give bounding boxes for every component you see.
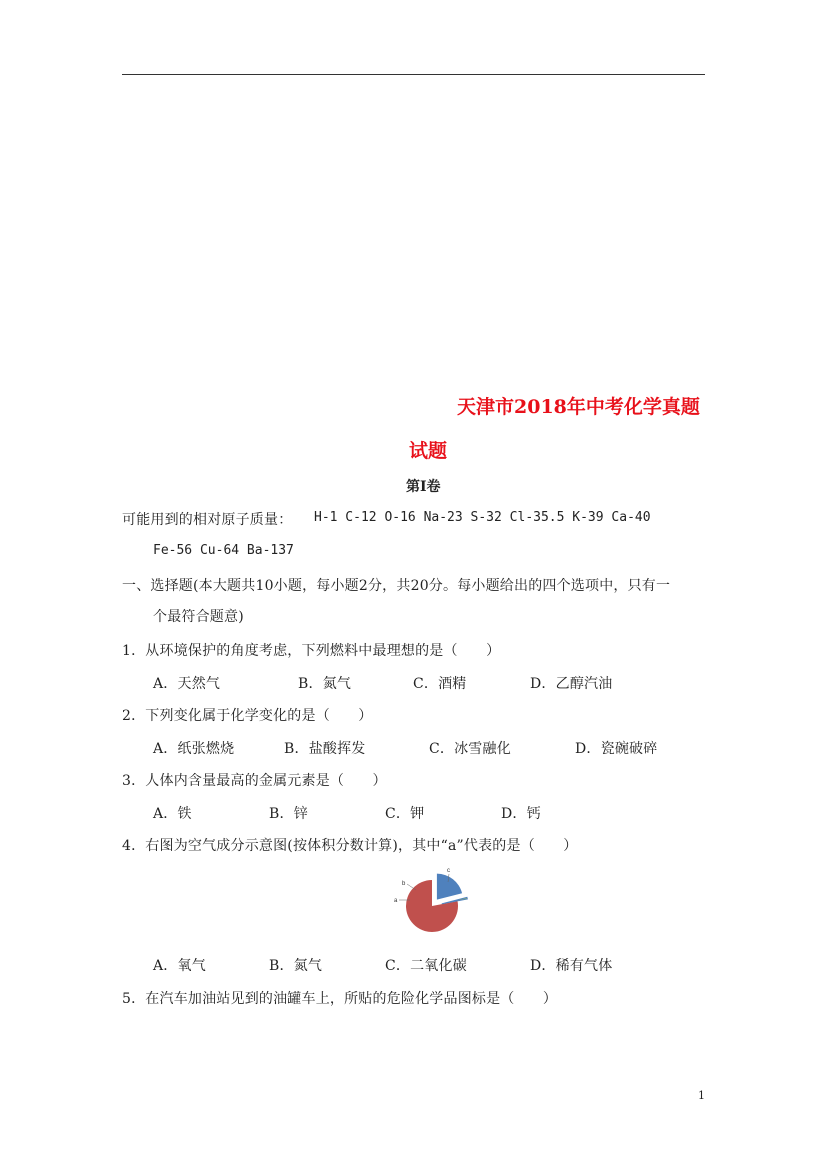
question-3-stem: 3．人体内含量最高的金属元素是（ ） [122, 773, 387, 789]
title-line-2: 试题 [409, 440, 448, 462]
question-3-option-a: A．铁 [153, 806, 192, 822]
question-4-option-d: D．稀有气体 [530, 958, 613, 974]
air-composition-pie-chart [380, 860, 480, 944]
question-4-option-a: A．氧气 [153, 958, 206, 974]
pie-slice-b [437, 874, 462, 900]
question-3-option-d: D．钙 [501, 806, 541, 822]
page-number: 1 [698, 1089, 705, 1102]
question-4-stem: 4．右图为空气成分示意图(按体积分数计算)，其中“a”代表的是（ ） [122, 838, 578, 854]
question-5-stem: 5．在汽车加油站见到的油罐车上，所贴的危险化学品图标是（ ） [122, 991, 558, 1007]
question-2-stem: 2．下列变化属于化学变化的是（ ） [122, 708, 373, 724]
atomic-mass-line-1: H-1 C-12 O-16 Na-23 S-32 Cl-35.5 K-39 Ca-40 [314, 510, 651, 525]
atomic-mass-line-2: Fe-56 Cu-64 Ba-137 [153, 543, 294, 558]
question-2-option-c: C．冰雪融化 [429, 741, 511, 757]
question-1-option-d: D．乙醇汽油 [530, 676, 613, 692]
volume-heading: 第Ⅰ卷 [406, 479, 441, 495]
title-line-1: 天津市2018年中考化学真题 [457, 396, 700, 418]
section-heading-line-1: 一、选择题(本大题共10小题，每小题2分，共20分。每小题给出的四个选项中，只有一 [122, 578, 671, 594]
question-2-option-a: A．纸张燃烧 [153, 741, 235, 757]
section-heading-line-2: 个最符合题意) [153, 609, 244, 625]
atomic-mass-label: 可能用到的相对原子质量： [122, 512, 293, 528]
question-3-option-c: C．钾 [385, 806, 425, 822]
question-2-option-d: D．瓷碗破碎 [575, 741, 658, 757]
pie-label-a: a [394, 898, 398, 904]
pie-label-b: b [402, 881, 406, 887]
question-4-option-b: B．氮气 [269, 958, 323, 974]
question-4-option-c: C．二氧化碳 [385, 958, 467, 974]
question-1-option-c: C．酒精 [413, 676, 467, 692]
question-1-option-a: A．天然气 [153, 676, 221, 692]
question-2-option-b: B．盐酸挥发 [284, 741, 366, 757]
pie-label-c: c [447, 868, 450, 874]
question-1-stem: 1．从环境保护的角度考虑，下列燃料中最理想的是（ ） [122, 643, 501, 659]
question-3-option-b: B．锌 [269, 806, 308, 822]
header-rule [122, 74, 705, 75]
question-1-option-b: B．氮气 [298, 676, 352, 692]
